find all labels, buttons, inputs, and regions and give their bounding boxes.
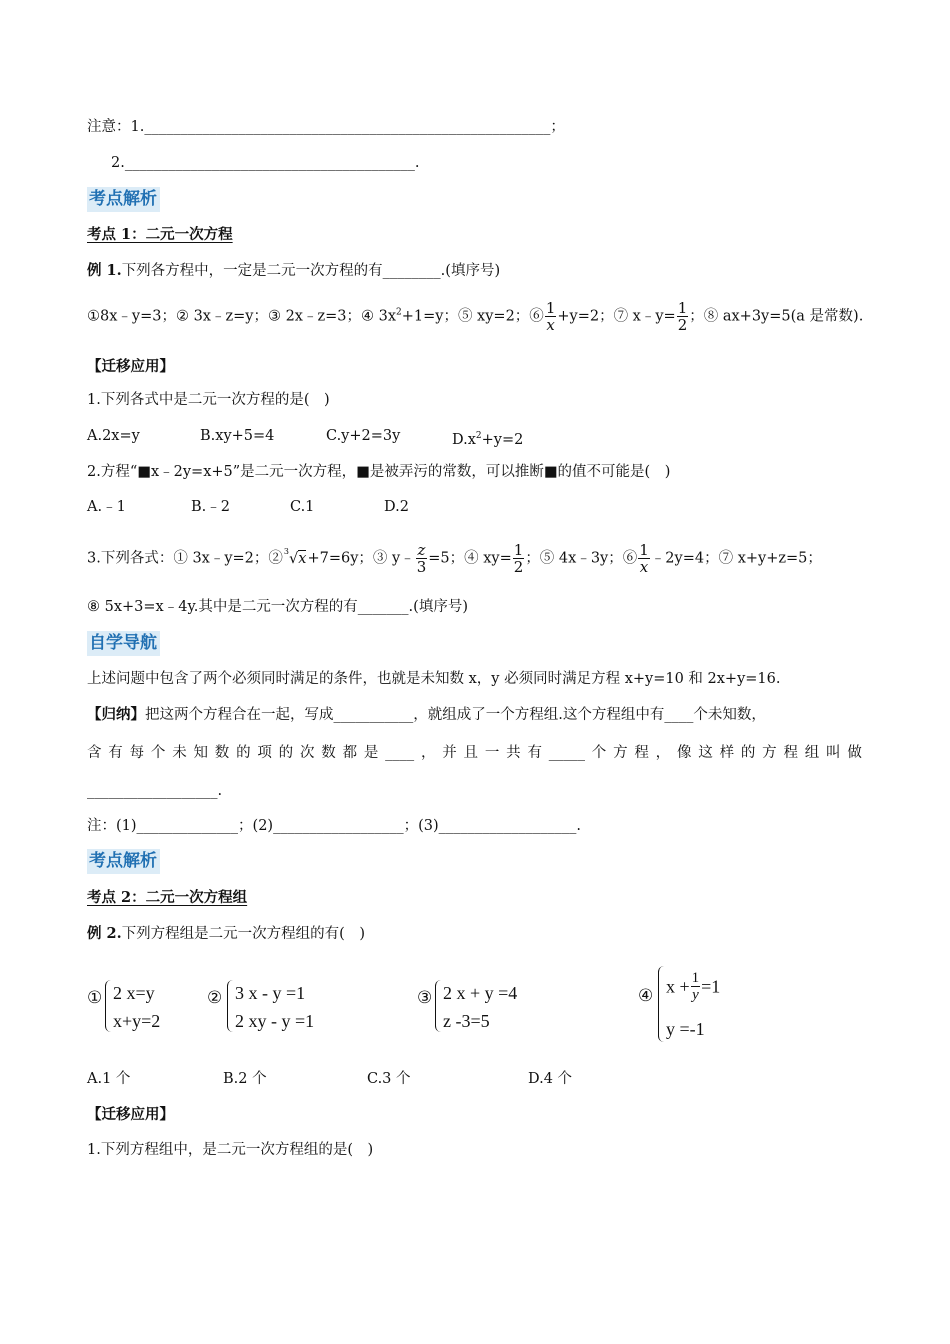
practice-1-question-1: 1.下列各式中是二元一次方程的是( ) bbox=[87, 392, 330, 408]
summary-char: 叫 bbox=[826, 745, 841, 761]
question-text: ﹣2y=4；⑦ x+y+z=5； bbox=[650, 550, 822, 567]
system-equation-2: 2 xy - y =1 bbox=[235, 1011, 315, 1031]
summary-char: 都 bbox=[342, 745, 358, 761]
choice-d: D.4 个 bbox=[528, 1071, 573, 1087]
fraction bbox=[416, 542, 428, 575]
summary-char: 数 bbox=[321, 745, 336, 761]
system-label: ③ bbox=[417, 988, 433, 1007]
summary-char: 程 bbox=[783, 745, 798, 761]
choice-b: B.xy+5=4 bbox=[200, 428, 275, 444]
summary-char: 方 bbox=[762, 745, 777, 761]
fraction-denominator: 3 bbox=[416, 558, 427, 576]
note-line-1: 注意：1.________________________________________________________； bbox=[87, 119, 565, 135]
exponent: 2 bbox=[475, 431, 482, 441]
summary-char: 有 bbox=[108, 745, 123, 761]
choice-a: A.1 个 bbox=[87, 1071, 131, 1087]
summary-char: 次 bbox=[299, 745, 315, 761]
summary-char: 且 bbox=[463, 745, 479, 761]
summary-line-3: __________________. bbox=[87, 783, 223, 799]
summary-char: 个 bbox=[150, 745, 166, 761]
summary-char: 的 bbox=[278, 745, 294, 761]
summary-char: 每 bbox=[129, 745, 145, 761]
summary-char: 样 bbox=[719, 745, 735, 761]
example-2-label: 例 2. bbox=[87, 925, 122, 942]
choice-a: A.﹣1 bbox=[87, 499, 126, 515]
choice-c: C.1 bbox=[290, 499, 315, 515]
system-brace bbox=[227, 980, 233, 1032]
summary-char: ， bbox=[655, 745, 671, 761]
choice-b: B.﹣2 bbox=[191, 499, 230, 515]
choice-d-text: +y=2 bbox=[481, 432, 524, 448]
section-heading-self-study: 自学导航 bbox=[87, 631, 160, 656]
option-text: +y=2；⑦ x﹣y= bbox=[557, 308, 676, 325]
fraction bbox=[677, 300, 689, 333]
summary-char: 个 bbox=[591, 745, 607, 761]
choice-d bbox=[452, 426, 523, 450]
example-1-text: 下列各方程中，一定是二元一次方程的有________.(填序号) bbox=[121, 263, 501, 279]
topic-1-title: 考点 1：二元一次方程 bbox=[87, 226, 233, 243]
option-text: +1=y；⑤ xy=2；⑥ bbox=[401, 308, 544, 325]
topic-2-title: 考点 2：二元一次方程组 bbox=[87, 889, 248, 906]
summary-text: 把这两个方程合在一起，写成___________，就组成了一个方程组.这个方程组中有____个未知数， bbox=[145, 707, 766, 723]
system-equation-1: 3 x - y =1 bbox=[235, 983, 306, 1003]
example-1 bbox=[87, 261, 500, 281]
choice-a: A.2x=y bbox=[87, 428, 140, 444]
choice-b: B.2 个 bbox=[223, 1071, 267, 1087]
practice-1-question-3-line-2: ⑧ 5x+3=x﹣4y.其中是二元一次方程的有_______.(填序号) bbox=[87, 599, 468, 615]
fraction bbox=[691, 970, 701, 1003]
example-2 bbox=[87, 924, 365, 944]
fraction-numerator: 1 bbox=[545, 299, 556, 317]
fraction bbox=[638, 542, 650, 575]
summary-char: 数 bbox=[214, 745, 230, 761]
option-text: ；⑧ ax+3y=5(a 是常数). bbox=[689, 308, 864, 325]
example-2-text: 下列方程组是二元一次方程组的有( ) bbox=[121, 926, 365, 942]
summary-char: 一 bbox=[484, 745, 500, 761]
summary-char: 是 bbox=[363, 745, 379, 761]
question-text: +7=6y；③ y﹣ bbox=[307, 550, 415, 567]
choice-d-text: D.x bbox=[452, 432, 476, 448]
summary-char: 组 bbox=[804, 745, 820, 761]
radical-sign: √ bbox=[289, 550, 299, 567]
self-study-note: 注：(1)______________；(2)__________________；(3)___________________. bbox=[87, 818, 581, 834]
self-study-intro: 上述问题中包含了两个必须同时满足的条件，也就是未知数 x，y 必须同时满足方程 x+y=10 和 2x+y=16. bbox=[87, 671, 781, 687]
choice-c: C.3 个 bbox=[367, 1071, 411, 1087]
summary-char: 的 bbox=[740, 745, 756, 761]
fraction bbox=[545, 300, 557, 333]
system-brace bbox=[658, 966, 664, 1042]
fraction-denominator: y bbox=[692, 987, 699, 1003]
example-1-options bbox=[87, 300, 863, 333]
summary-char: 这 bbox=[698, 745, 713, 761]
fraction-denominator: 2 bbox=[513, 558, 524, 576]
system-label: ④ bbox=[638, 986, 654, 1005]
summary-line-1 bbox=[87, 705, 766, 725]
choice-d: D.2 bbox=[384, 499, 409, 515]
system-equation-1: 2 x=y bbox=[113, 983, 155, 1003]
justified-line bbox=[87, 743, 862, 763]
fraction-numerator: 1 bbox=[639, 541, 649, 559]
cube-root bbox=[284, 545, 307, 569]
question-text: =5；④ xy= bbox=[428, 550, 512, 567]
system-brace bbox=[105, 980, 111, 1032]
fraction-numerator: z bbox=[417, 541, 426, 559]
question-text: ；⑤ 4x﹣3y；⑥ bbox=[525, 550, 638, 567]
fraction-numerator: 1 bbox=[513, 541, 524, 559]
summary-char: 的 bbox=[236, 745, 251, 761]
section-heading-analysis-2: 考点解析 bbox=[87, 849, 160, 874]
summary-char: 像 bbox=[676, 745, 692, 761]
note-line-2: 2.________________________________________. bbox=[111, 155, 420, 171]
section-heading-analysis-1: 考点解析 bbox=[87, 187, 160, 212]
equation-part: x + bbox=[666, 976, 690, 997]
summary-char: 程 bbox=[634, 745, 649, 761]
fraction-numerator: 1 bbox=[691, 970, 700, 986]
practice-1-question-3 bbox=[87, 542, 822, 575]
fraction-denominator: 2 bbox=[677, 316, 688, 334]
equation-part: =1 bbox=[701, 976, 721, 997]
system-equation-2: x+y=2 bbox=[113, 1011, 161, 1031]
summary-label: 【归纳】 bbox=[87, 706, 145, 723]
root-index: 3 bbox=[283, 546, 290, 556]
system-label: ② bbox=[207, 988, 223, 1007]
summary-char: 方 bbox=[613, 745, 628, 761]
choice-c: C.y+2=3y bbox=[326, 428, 401, 444]
system-equation-1: 2 x + y =4 bbox=[443, 983, 518, 1003]
fraction-denominator: x bbox=[546, 316, 555, 334]
practice-heading-1: 【迁移应用】 bbox=[87, 358, 174, 375]
summary-char: 共 bbox=[506, 745, 521, 761]
radicand: x bbox=[298, 550, 307, 567]
system-equation-2: z -3=5 bbox=[443, 1011, 490, 1031]
summary-char: 未 bbox=[172, 745, 187, 761]
summary-char: ____ bbox=[385, 745, 415, 761]
system-equation-1 bbox=[666, 970, 720, 1003]
summary-char: _____ bbox=[548, 745, 585, 761]
system-label: ① bbox=[87, 988, 103, 1007]
example-1-label: 例 1. bbox=[87, 262, 122, 279]
system-equation-2: y =-1 bbox=[666, 1019, 705, 1039]
summary-char: 做 bbox=[847, 745, 862, 761]
practice-heading-2: 【迁移应用】 bbox=[87, 1106, 174, 1123]
summary-char: 项 bbox=[257, 745, 272, 761]
fraction bbox=[513, 542, 525, 575]
summary-char: 含 bbox=[87, 745, 102, 761]
system-brace bbox=[435, 980, 441, 1032]
summary-char: 有 bbox=[527, 745, 542, 761]
summary-char: 并 bbox=[442, 745, 457, 761]
exponent: 2 bbox=[396, 307, 402, 318]
summary-char: ， bbox=[420, 745, 436, 761]
summary-char: 知 bbox=[193, 745, 208, 761]
question-text: 3.下列各式：① 3x﹣y=2；② bbox=[87, 550, 283, 567]
summary-line-2 bbox=[87, 743, 862, 763]
practice-2-question-1: 1.下列方程组中，是二元一次方程组的是( ) bbox=[87, 1142, 374, 1158]
option-text: ①8x﹣y=3；② 3x﹣z=y；③ 2x﹣z=3；④ 3x bbox=[87, 308, 396, 325]
fraction-denominator: x bbox=[639, 558, 649, 576]
practice-1-question-2: 2.方程“■x﹣2y=x+5”是二元一次方程，■是被弄污的常数，可以推断■的值不可能是( ) bbox=[87, 464, 671, 480]
fraction-numerator: 1 bbox=[677, 299, 688, 317]
